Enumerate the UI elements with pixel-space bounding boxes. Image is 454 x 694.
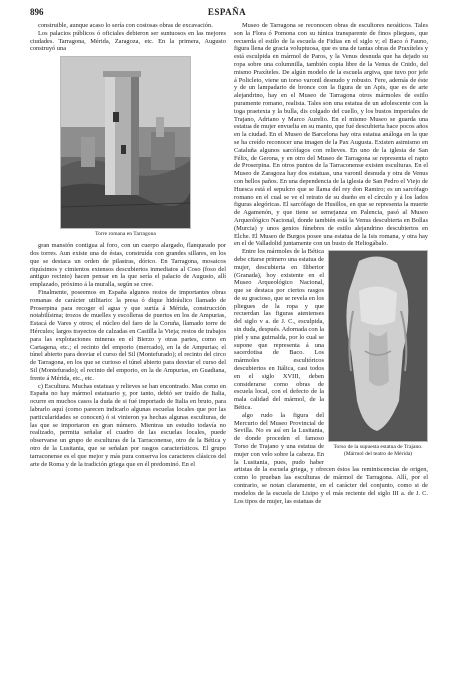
left-column xyxy=(30,22,226,686)
right-column xyxy=(234,22,428,686)
paragraph: c) Escultura. Muchas estatuas y relieves se han encontrado. Mas como en España no hay mármol estatuario y, por tanto, debió ser traído de Italia, ocurre en muchos casos la duda de si fué importado de Italia en bruto, para labrarlo aquí (como parecen indicarlo algunas escuelas locales que por las particularidades se conocen) ó si vinieron ya hechas algunas esculturas, de las que se importaron en gran número. Mientras un estudio todavía no realizado, permita señalar el cuadro de las escuelas locales, puede observarse un grupo de esculturas de la Tarraconense, otro de la Bética y otro de la Lusitania, que se señalan por rasgos característicos. El grupo tarraconense es el que mejor y más pura conserva los caracteres clásicos del arte de Roma y de la tradición griega que en él predominó. En el xyxy=(30,382,226,468)
statue-photo xyxy=(328,250,428,442)
page-number: 896 xyxy=(30,7,44,17)
paragraph: gran mansión contigua al foro, con un cuerpo alargado, flanqueado por dos torres. Aun existe una de éstas, construída con grandes sillares, en los que se destaca un orden de pilastras, dórico. En Tarragona, mosaicos riquísimos y cimientos extensos descubiertos inmediatos al Coso (foso del antiguo recinto) hacen pensar en la que sería el palacio de Augusto, allí emplazado, próximo á la muralla, según se cree. xyxy=(30,242,226,289)
figure-caption: Torre romana en Tarragona xyxy=(95,231,156,238)
paragraph: Los palacios públicos ó oficiales debieron ser suntuosos en las mejores ciudades. Tarragona, Mérida, Zaragoza, etc. En la primera, Augusto construyó una xyxy=(30,29,226,53)
paragraph: Finalmente, poseemos en España algunos restos de importantes obras romanas de carácter utilitario: la presa ó dique hidráulico llamado de Proserpina para recoger el agua y que surtía á Mérida, construcción notabilísima; trozos de muelles y escolleras de puertos en los de Ampurias, Estacá de Vares y otros; el núcleo del faro de la Coruña, llamado torre de Hércules; largos trayectos de calzadas en Castilla la Vieja; restos de trabajos para las explotaciones mineras en el Bierzo y otras partes, como en Cartagena, etc.; el recinto del emporio (mercado), en la de Ampurias; el túnel abierto para desviar el curso del Sil (Montefurado); el recinto del circo de Tarragona, en los que se curioso el túnel abierto para desviar el curso del Sil (Montefurado); el recinto del emporio, en la de Ampurias, en Guadiana, frente á Mérida, etc., etc. xyxy=(30,288,226,382)
statue-figure xyxy=(328,250,428,458)
statue-caption: Torso de la supuesta estatua de Trajano. (Mármol del teatro de Mérida) xyxy=(333,444,423,458)
paragraph: Entre los mármoles de la Bética debe citarse primero una estatua de mujer, descubierta en Iliberior (Granada), hoy existente en el Museo Arqueológico Nacional, que se destaca por ciertos rasgos de su gracioso, que se revela en los pliegues de la ropa y que recuerdan las figuras atenienses del siglo v a. de J. C., esculpida, sin duda, después. Adornada con la piel y una guirnalda, por lo cual se supone que representa á una sacerdotisa de Baco. Los mármoles escultóricos descubiertos en Itálica, casi todos en el siglo XVIII, deben considerarse como obras de escuela local, con el defecto de la mala calidad del mármol, de la Bética. xyxy=(234,248,324,412)
tower-figure xyxy=(60,56,191,238)
page-header xyxy=(30,7,424,21)
paragraph: Museo de Tarragona se reconocen obras de escultores neoáticos. Tales son la Flora ó Pomona con su túnica transparente de finos pliegues, que recuerda el estilo de la escuela de Fidias en el siglo v; el Baco ó Fauno, figura llena de gracia voluptuosa, que es una de tantas obras de Praxíteles y está esculpida en mármol de Paros, y la Venus desnuda que ha dejado su ropa sobre una columnilla, también copia libre de la Venus de Cnido, del mismo Praxíteles. De algún modelo de la escuela argiva, que tuvo por jefe á Policleto, viene un torso varonil desnudo y robusto. Fere, además de éste y de un lampadario de bronce con la figura de un Apis, que es de arte alejandrino, hay en el Museo de Tarragona otros mármoles de estilo puramente romano, realista. Tales son una estatua de un adolescente con la toga praetexta y la bulla, dis colgado del cuello, y los bustos imperiales de Trajano, Adriano y Marco Aurelio. En el mismo Museo se guarda una estatua de mujer envuelta en su manto, que fué descubierta hace pocos años en la ciudad. En el Museo de Barcelona hay otra estatua análoga en la que se ha creído reconocer una imagen de la Pax Augusta. Existen asimismo en Cataluña algunos sarcófagos con relieves. En uno de la iglesia de San Félix, de Gerona, y en otro del Museo de Tarragona se representa el rapto de Proserpina. En otros puntos de la Tarraconense existen esculturas. En el Museo de Zaragoza hay dos estatuas, una varonil desnuda y otra de Venus con bellos paños. En una dependencia de la iglesia de San Pedro el Viejo de Huesca está el sepulcro que se llama del rey don Ramiro; es un sarcófago romano en el cual se ve el retrato de su dueño en el círculo y á los lados figuras alegóricas. El sarcófago de Husillos, en que se representa la muerte de Agamenón, y que tiene se semejanza en Palencia, pasó al Museo Arqueológico Nacional, donde también está la Venus descubierta en Bollas (Murcia) y unos genios fúnebres de estilo alejandrino descubiertos en Elche. El Museo de Burgos posee una estatua de la Isis romana, y otra hay en el de Valladolid juntamente con un busto de Heliogábalo. xyxy=(234,22,428,248)
paragraph: construible, aunque acaso lo sería con costosas obras de excavación. xyxy=(38,22,213,29)
running-title: ESPAÑA xyxy=(207,7,247,17)
tower-photo xyxy=(60,56,191,229)
paragraph: algo rudo la figura del Mercurio del Museo Provincial de Sevilla. No es así en la Lusitania, de donde proceden el famoso Torso de Trajano y una estatua de mujer con velo sobre la cabeza. En la Lusitania, pues, pudo haber artistas de la escuela griega, y ofrecen éstos las reminiscencias de origen, como lo prueban las esculturas de mármol de Tarragona. Allí, por el contrario, se notan claramente, en el carácter del conjunto, como si de modelos de la escuela de Lisipo y el más reciente del siglo III a. de J. C. Los tipos de mujer, las estatuas de xyxy=(234,411,428,505)
